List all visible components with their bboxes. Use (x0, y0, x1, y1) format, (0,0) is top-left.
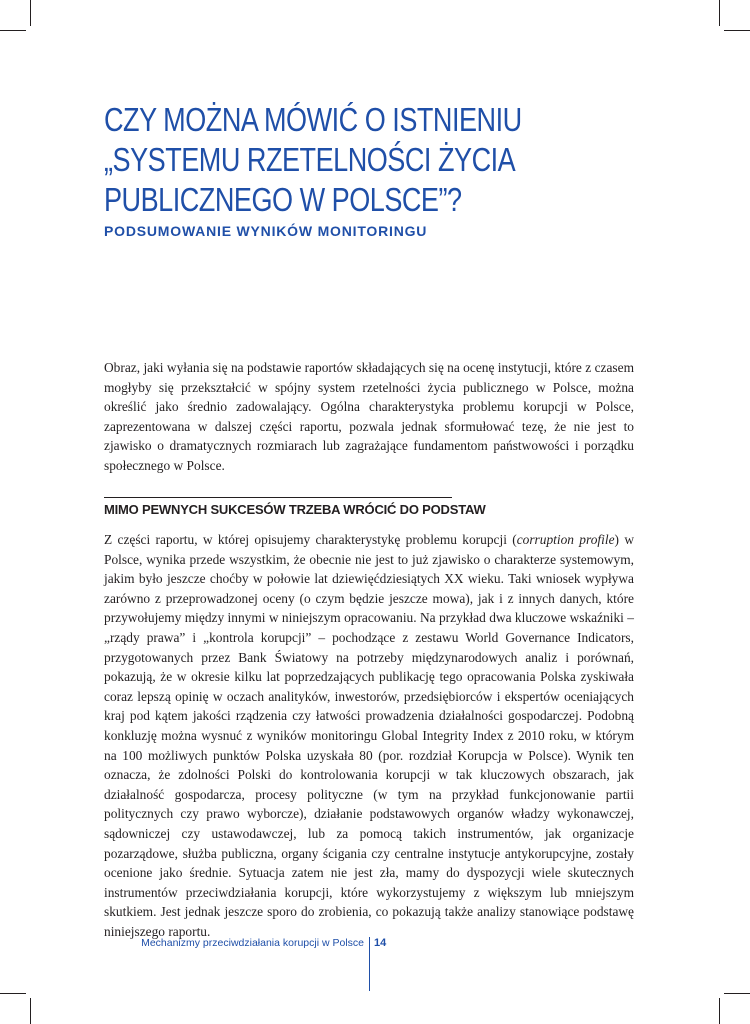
body-text-end: ) w Polsce, wynika przede wszystkim, że obecnie nie jest to już zjawisko o charakterze systemowym, jakim było jeszcze choćby w połowie lat dziewięćdziesiątych XX wieku. Taki wniosek wypływa zarówno z przeprowadzonej oceny (o czym będzie jeszcze mowa), jak i z innych danych, które przywołujemy między innymi w niniejszym opracowaniu. Na przykład dwa kluczowe wskaźniki – „rządy prawa” i „kontrola korupcji” – pochodzące z zestawu World Governance Indicators, przygotowanych przez Bank Światowy na potrzeby międzynarodowych analiz i porównań, pokazują, że w okresie kilku lat poprzedzających publikację tego opracowania Polska zyskiwała coraz lepszą opinię w oczach analityków, inwestorów, przedsiębiorców i ekspertów oceniających kraj pod kątem jakości rządzenia czy łatwości prowadzenia działalności gospodarczej. Podobną konkluzję można wysnuć z wyników monitoringu Global Integrity Index z 2010 roku, w którym na 100 możliwych punktów Polska uzyskała 80 (por. rozdział Korupcja w Polsce). Wynik ten oznacza, że zdolności Polski do kontrolowania korupcji w tak kluczowych obszarach, jak działalność gospodarcza, procesy polityczne (w tym na przykład funkcjonowanie partii politycznych czy prawo wyborcze), działanie podstawowych organów władzy wykonawczej, sądowniczej czy ustawodawczej, lub za pomocą takich instrumentów, jak organizacje pozarządowe, służba publiczna, organy ścigania czy centralne instytucje antykorupcyjne, zostały ocenione jako średnie. Sytuacja zatem nie jest zła, mamy do dyspozycji wiele skutecznych instrumentów przeciwdziałania korupcji, które wykorzystujemy z większym lub mniejszym skutkiem. Jest jednak jeszcze sporo do zrobienia, co pokazują także analizy stanowiące podstawę niniejszego raportu. (104, 532, 634, 939)
page-footer (0, 937, 750, 993)
crop-mark (719, 998, 720, 1024)
crop-mark (719, 0, 720, 26)
running-title: Mechanizmy przeciwdziałania korupcji w Polsce (141, 937, 364, 949)
page-subtitle: PODSUMOWANIE WYNIKÓW MONITORINGU (104, 223, 428, 239)
page-number: 14 (374, 937, 387, 949)
crop-mark (0, 993, 26, 994)
title-line: „SYSTEMU RZETELNOŚCI ŻYCIA (104, 141, 516, 178)
section-heading: MIMO PEWNYCH SUKCESÓW TRZEBA WRÓCIĆ DO PODSTAW (104, 497, 452, 517)
body-text-start: Z części raportu, w której opisujemy charakterystykę problemu korupcji ( (104, 532, 517, 547)
body-text-italic: corruption profile (516, 532, 615, 547)
title-line: CZY MOŻNA MÓWIĆ O ISTNIENIU (104, 101, 522, 138)
title-line: PUBLICZNEGO W POLSCE”? (104, 181, 462, 218)
crop-mark (0, 30, 26, 31)
intro-paragraph: Obraz, jaki wyłania się na podstawie raportów składających się na ocenę instytucji, które z czasem mogłyby się przekształcić w spójny system rzetelności życia publicznego w Polsce, można określić jako średnio zadowalający. Ogólna charakterystyka problemu korupcji w Polsce, zaprezentowana w dalszej części raportu, pozwala jednak sformułować tezę, że nie jest to zjawisko o dramatycznych rozmiarach lub zagrażające fundamentom państwowości i porządku społecznego w Polsce. (104, 360, 634, 473)
crop-mark (30, 998, 31, 1024)
crop-mark (724, 30, 750, 31)
crop-mark (724, 993, 750, 994)
footer-divider (369, 937, 370, 991)
crop-mark (30, 0, 31, 26)
body-paragraph (104, 530, 634, 941)
page-title (104, 100, 563, 220)
